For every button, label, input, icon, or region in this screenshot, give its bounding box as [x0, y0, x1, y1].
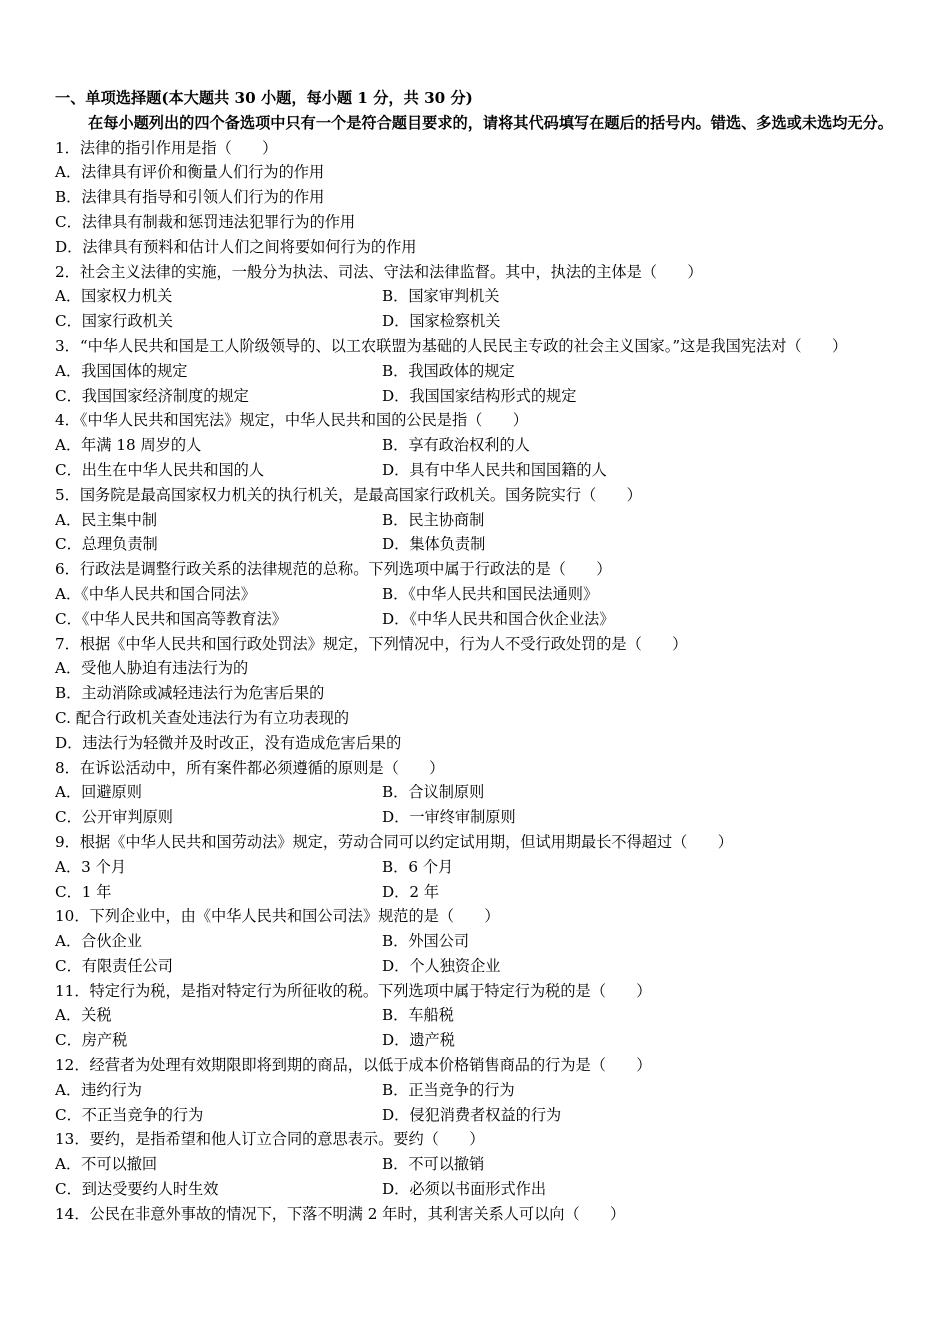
answer-option: D．《中华人民共和国合伙企业法》 — [382, 609, 615, 628]
question-stem: 2．社会主义法律的实施，一般分为执法、司法、守法和法律监督。其中，执法的主体是（ ） — [55, 262, 703, 281]
option-row — [55, 1003, 905, 1028]
question-list — [55, 136, 905, 1227]
answer-option: D．遗产税 — [382, 1031, 455, 1050]
answer-option: A．《中华人民共和国合同法》 — [55, 584, 256, 603]
answer-option: B．车船税 — [382, 1006, 454, 1025]
answer-option: C．有限责任公司 — [55, 956, 173, 975]
answer-option: C．公开审判原则 — [55, 808, 173, 827]
option-row — [55, 359, 905, 384]
question-stem: 12．经营者为处理有效期限即将到期的商品，以低于成本价格销售商品的行为是（ ） — [55, 1056, 652, 1075]
question-block — [55, 1127, 905, 1201]
answer-option: C．房产税 — [55, 1031, 128, 1050]
option-row — [55, 284, 905, 309]
option-row — [55, 880, 905, 905]
answer-option: C. 配合行政机关查处违法行为有立功表现的 — [55, 708, 350, 727]
answer-option: D．具有中华人民共和国国籍的人 — [382, 460, 607, 479]
question-stem: 1．法律的指引作用是指（ ） — [55, 138, 278, 157]
answer-option: A．关税 — [55, 1006, 112, 1025]
option-row — [55, 1028, 905, 1053]
answer-option: B．我国政体的规定 — [382, 361, 515, 380]
option-row — [55, 780, 905, 805]
answer-option: B．主动消除或减轻违法行为危害后果的 — [55, 684, 325, 703]
answer-option: D．国家检察机关 — [382, 312, 501, 331]
question-block — [55, 1202, 905, 1227]
option-row — [55, 1078, 905, 1103]
answer-option: A．法律具有评价和衡量人们行为的作用 — [55, 163, 325, 182]
option-row — [55, 954, 905, 979]
answer-option: A．年满 18 周岁的人 — [55, 436, 202, 455]
answer-option: D．必须以书面形式作出 — [382, 1180, 547, 1199]
option-row — [55, 805, 905, 830]
answer-option: D．一审终审制原则 — [382, 808, 516, 827]
answer-option: B．不可以撤销 — [382, 1155, 485, 1174]
question-block — [55, 1053, 905, 1127]
answer-option: D．集体负责制 — [382, 535, 486, 554]
option-row — [55, 458, 905, 483]
question-stem: 6．行政法是调整行政关系的法律规范的总称。下列选项中属于行政法的是（ ） — [55, 560, 612, 579]
answer-option: C．法律具有制裁和惩罚违法犯罪行为的作用 — [55, 212, 356, 231]
answer-option: C．出生在中华人民共和国的人 — [55, 460, 265, 479]
option-row — [55, 607, 905, 632]
answer-option: A．国家权力机关 — [55, 287, 173, 306]
option-row — [55, 582, 905, 607]
answer-option: C．到达受要约人时生效 — [55, 1180, 219, 1199]
answer-option: D．违法行为轻微并及时改正，没有造成危害后果的 — [55, 733, 402, 752]
question-stem: 9．根据《中华人民共和国劳动法》规定，劳动合同可以约定试用期，但试用期最长不得超过（ ） — [55, 832, 733, 851]
answer-option: C．总理负责制 — [55, 535, 158, 554]
answer-option: A．不可以撤回 — [55, 1155, 158, 1174]
answer-option: B．法律具有指导和引领人们行为的作用 — [55, 188, 325, 207]
option-row — [55, 384, 905, 409]
answer-option: A．受他人胁迫有违法行为的 — [55, 659, 249, 678]
answer-option: B．国家审判机关 — [382, 287, 500, 306]
option-row — [55, 309, 905, 334]
answer-option: A．民主集中制 — [55, 510, 158, 529]
answer-option: C．我国国家经济制度的规定 — [55, 386, 249, 405]
answer-option: C．不正当竞争的行为 — [55, 1105, 204, 1124]
option-row — [55, 433, 905, 458]
answer-option: A．合伙企业 — [55, 932, 142, 951]
question-stem: 8．在诉讼活动中，所有案件都必须遵循的原则是（ ） — [55, 758, 445, 777]
exam-document — [55, 86, 905, 1227]
question-stem: 10．下列企业中，由《中华人民共和国公司法》规范的是（ ） — [55, 907, 500, 926]
answer-option: D．我国国家结构形式的规定 — [382, 386, 577, 405]
section-instruction: 在每小题列出的四个备选项中只有一个是符合题目要求的，请将其代码填写在题后的括号内。错选、多选或未选均无分。 — [88, 113, 893, 132]
answer-option: A．3 个月 — [55, 857, 127, 876]
question-block — [55, 483, 905, 557]
question-stem: 5．国务院是最高国家权力机关的执行机关，是最高国家行政机关。国务院实行（ ） — [55, 485, 642, 504]
option-row — [55, 855, 905, 880]
question-block — [55, 260, 905, 334]
question-block — [55, 632, 905, 756]
answer-option: A．违约行为 — [55, 1080, 142, 1099]
answer-option: C．《中华人民共和国高等教育法》 — [55, 609, 287, 628]
option-row — [55, 532, 905, 557]
question-stem: 3．“中华人民共和国是工人阶级领导的、以工农联盟为基础的人民民主专政的社会主义国家。”这是我国宪法对（ ） — [55, 336, 848, 355]
answer-option: C．国家行政机关 — [55, 312, 173, 331]
answer-option: A．回避原则 — [55, 783, 142, 802]
option-row — [55, 1177, 905, 1202]
answer-option: B．《中华人民共和国民法通则》 — [382, 584, 599, 603]
answer-option: B．享有政治权利的人 — [382, 436, 530, 455]
answer-option: A．我国国体的规定 — [55, 361, 188, 380]
question-stem: 14．公民在非意外事故的情况下，下落不明满 2 年时，其利害关系人可以向（ ） — [55, 1204, 626, 1223]
option-row — [55, 508, 905, 533]
answer-option: D．侵犯消费者权益的行为 — [382, 1105, 562, 1124]
answer-option: B．6 个月 — [382, 857, 454, 876]
answer-option: B．正当竞争的行为 — [382, 1080, 515, 1099]
answer-option: D．个人独资企业 — [382, 956, 501, 975]
question-block — [55, 904, 905, 978]
question-stem: 11．特定行为税，是指对特定行为所征收的税。下列选项中属于特定行为税的是（ ） — [55, 981, 652, 1000]
question-stem: 4．《中华人民共和国宪法》规定，中华人民共和国的公民是指（ ） — [55, 411, 528, 430]
answer-option: D．2 年 — [382, 882, 440, 901]
answer-option: C．1 年 — [55, 882, 112, 901]
option-row — [55, 1103, 905, 1128]
answer-option: D．法律具有预料和估计人们之间将要如何行为的作用 — [55, 237, 417, 256]
answer-option: B．外国公司 — [382, 932, 470, 951]
answer-option: B．合议制原则 — [382, 783, 485, 802]
question-block — [55, 756, 905, 830]
question-block — [55, 136, 905, 260]
question-block — [55, 334, 905, 408]
question-block — [55, 557, 905, 631]
answer-option: B．民主协商制 — [382, 510, 485, 529]
section-heading: 一、单项选择题(本大题共 30 小题，每小题 1 分，共 30 分) — [55, 89, 473, 107]
question-block — [55, 830, 905, 904]
option-row — [55, 1152, 905, 1177]
option-row — [55, 929, 905, 954]
question-block — [55, 408, 905, 482]
question-stem: 7．根据《中华人民共和国行政处罚法》规定，下列情况中，行为人不受行政处罚的是（ ） — [55, 634, 688, 653]
question-block — [55, 979, 905, 1053]
question-stem: 13．要约，是指希望和他人订立合同的意思表示。要约（ ） — [55, 1130, 485, 1149]
